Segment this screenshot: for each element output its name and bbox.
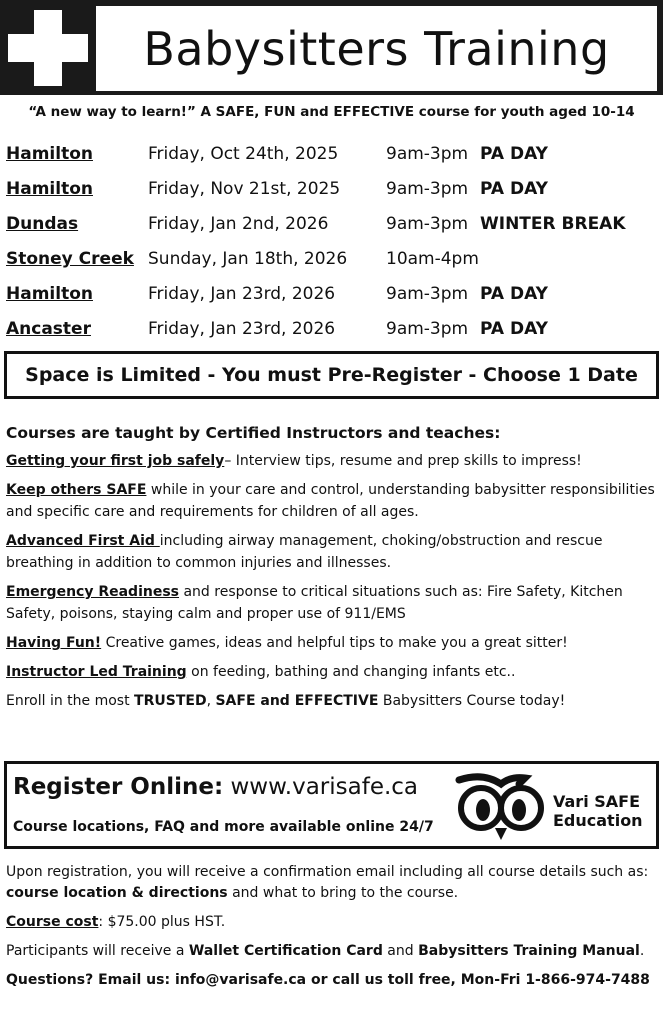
course-item-key: Getting your first job safely: [6, 453, 225, 469]
title-box: [96, 6, 657, 91]
course-item-key: Emergency Readiness: [6, 584, 180, 600]
course-item-key: Having Fun!: [6, 635, 102, 651]
brand-line-1: Vari SAFE: [553, 792, 641, 811]
participants-text: and: [382, 943, 419, 959]
register-subtext: Course locations, FAQ and more available online 24/7: [13, 819, 434, 835]
confirmation-paragraph: [6, 862, 658, 904]
schedule-time: 10am-4pm: [386, 249, 479, 269]
schedule-note: PA DAY: [480, 319, 548, 339]
course-item: [6, 530, 656, 574]
schedule-time: 9am-3pm: [386, 179, 469, 199]
course-item-key: Instructor Led Training: [6, 664, 187, 680]
schedule-location: Hamilton: [6, 284, 93, 304]
schedule-time: 9am-3pm: [386, 214, 469, 234]
register-line: [13, 774, 418, 800]
schedule-row: [6, 280, 656, 315]
schedule-time: 9am-3pm: [386, 319, 469, 339]
schedule-location: Stoney Creek: [6, 249, 134, 269]
course-item-key: Keep others SAFE: [6, 482, 147, 498]
course-item-text: while in your care and control, understanding babysitter responsibilities and specific care and requirements for children of all ages.: [6, 482, 655, 520]
schedule-date: Sunday, Jan 18th, 2026: [148, 249, 348, 269]
schedule-list: [6, 140, 656, 350]
schedule-row: [6, 210, 656, 245]
schedule-location: Hamilton: [6, 144, 93, 164]
cost-value: : $75.00 plus HST.: [98, 914, 226, 930]
schedule-date: Friday, Jan 23rd, 2026: [148, 319, 336, 339]
space-limited-notice: Space is Limited - You must Pre-Register - Choose 1 Date: [4, 351, 659, 399]
schedule-note: WINTER BREAK: [480, 214, 626, 234]
participants-emphasis: Babysitters Training Manual: [418, 943, 640, 959]
schedule-note: PA DAY: [480, 144, 548, 164]
schedule-row: [6, 315, 656, 350]
tagline: “A new way to learn!” A SAFE, FUN and EFFECTIVE course for youth aged 10-14: [28, 104, 635, 120]
course-item: [6, 661, 656, 683]
schedule-row: [6, 245, 656, 280]
course-item: [6, 632, 656, 654]
enroll-emphasis: TRUSTED: [134, 693, 207, 709]
schedule-row: [6, 175, 656, 210]
schedule-date: Friday, Nov 21st, 2025: [148, 179, 341, 199]
cost-line: [6, 912, 658, 933]
course-item-text: including airway management, choking/obstruction and rescue breathing in addition to common injuries and illnesses.: [6, 533, 603, 571]
register-url-link[interactable]: www.varisafe.ca: [230, 774, 419, 800]
schedule-date: Friday, Oct 24th, 2025: [148, 144, 339, 164]
courses-intro: Courses are taught by Certified Instructors and teaches:: [6, 424, 501, 442]
course-item-text: on feeding, bathing and changing infants etc..: [186, 664, 516, 680]
brand-line-2: Education: [553, 811, 643, 830]
cost-label: Course cost: [6, 914, 99, 930]
course-item-text: and response to critical situations such as: Fire Safety, Kitchen Safety, poisons, staying calm and proper use of 911/EMS: [6, 584, 623, 622]
course-item: [6, 479, 656, 523]
questions-line: Questions? Email us: info@varisafe.ca or call us toll free, Mon-Fri 1-866-974-7488: [6, 972, 650, 988]
footer-info: [6, 862, 658, 999]
course-details: [6, 422, 656, 719]
schedule-date: Friday, Jan 23rd, 2026: [148, 284, 336, 304]
participants-text: Participants will receive a: [6, 943, 189, 959]
register-box: [4, 761, 659, 849]
enroll-emphasis: SAFE and EFFECTIVE: [215, 693, 379, 709]
first-aid-cross-icon: [8, 10, 88, 86]
participants-line: [6, 941, 658, 962]
course-item-key: Advanced First Aid: [6, 533, 160, 549]
header-banner: [0, 0, 663, 95]
schedule-date: Friday, Jan 2nd, 2026: [148, 214, 329, 234]
course-item: [6, 581, 656, 625]
confirm-text: Upon registration, you will receive a confirmation email including all course details such as:: [6, 864, 649, 880]
confirm-text: and what to bring to the course.: [227, 885, 459, 901]
register-label: Register Online:: [13, 774, 224, 800]
enroll-text: Enroll in the most: [6, 693, 135, 709]
schedule-location: Hamilton: [6, 179, 93, 199]
participants-text: .: [639, 943, 645, 959]
enroll-text: ,: [206, 693, 216, 709]
schedule-note: PA DAY: [480, 284, 548, 304]
page-title: Babysitters Training: [143, 21, 610, 76]
schedule-time: 9am-3pm: [386, 144, 469, 164]
schedule-note: PA DAY: [480, 179, 548, 199]
course-item-text: – Interview tips, resume and prep skills to impress!: [224, 453, 582, 469]
participants-emphasis: Wallet Certification Card: [188, 943, 383, 959]
course-item: [6, 450, 656, 472]
enroll-line: [6, 690, 656, 712]
schedule-time: 9am-3pm: [386, 284, 469, 304]
owl-icon: [453, 770, 553, 842]
confirm-emphasis: course location & directions: [6, 885, 228, 901]
schedule-row: [6, 140, 656, 175]
course-item-text: Creative games, ideas and helpful tips to make you a great sitter!: [101, 635, 568, 651]
schedule-location: Ancaster: [6, 319, 91, 339]
schedule-location: Dundas: [6, 214, 79, 234]
enroll-text: Babysitters Course today!: [378, 693, 566, 709]
brand-name: [553, 792, 643, 830]
